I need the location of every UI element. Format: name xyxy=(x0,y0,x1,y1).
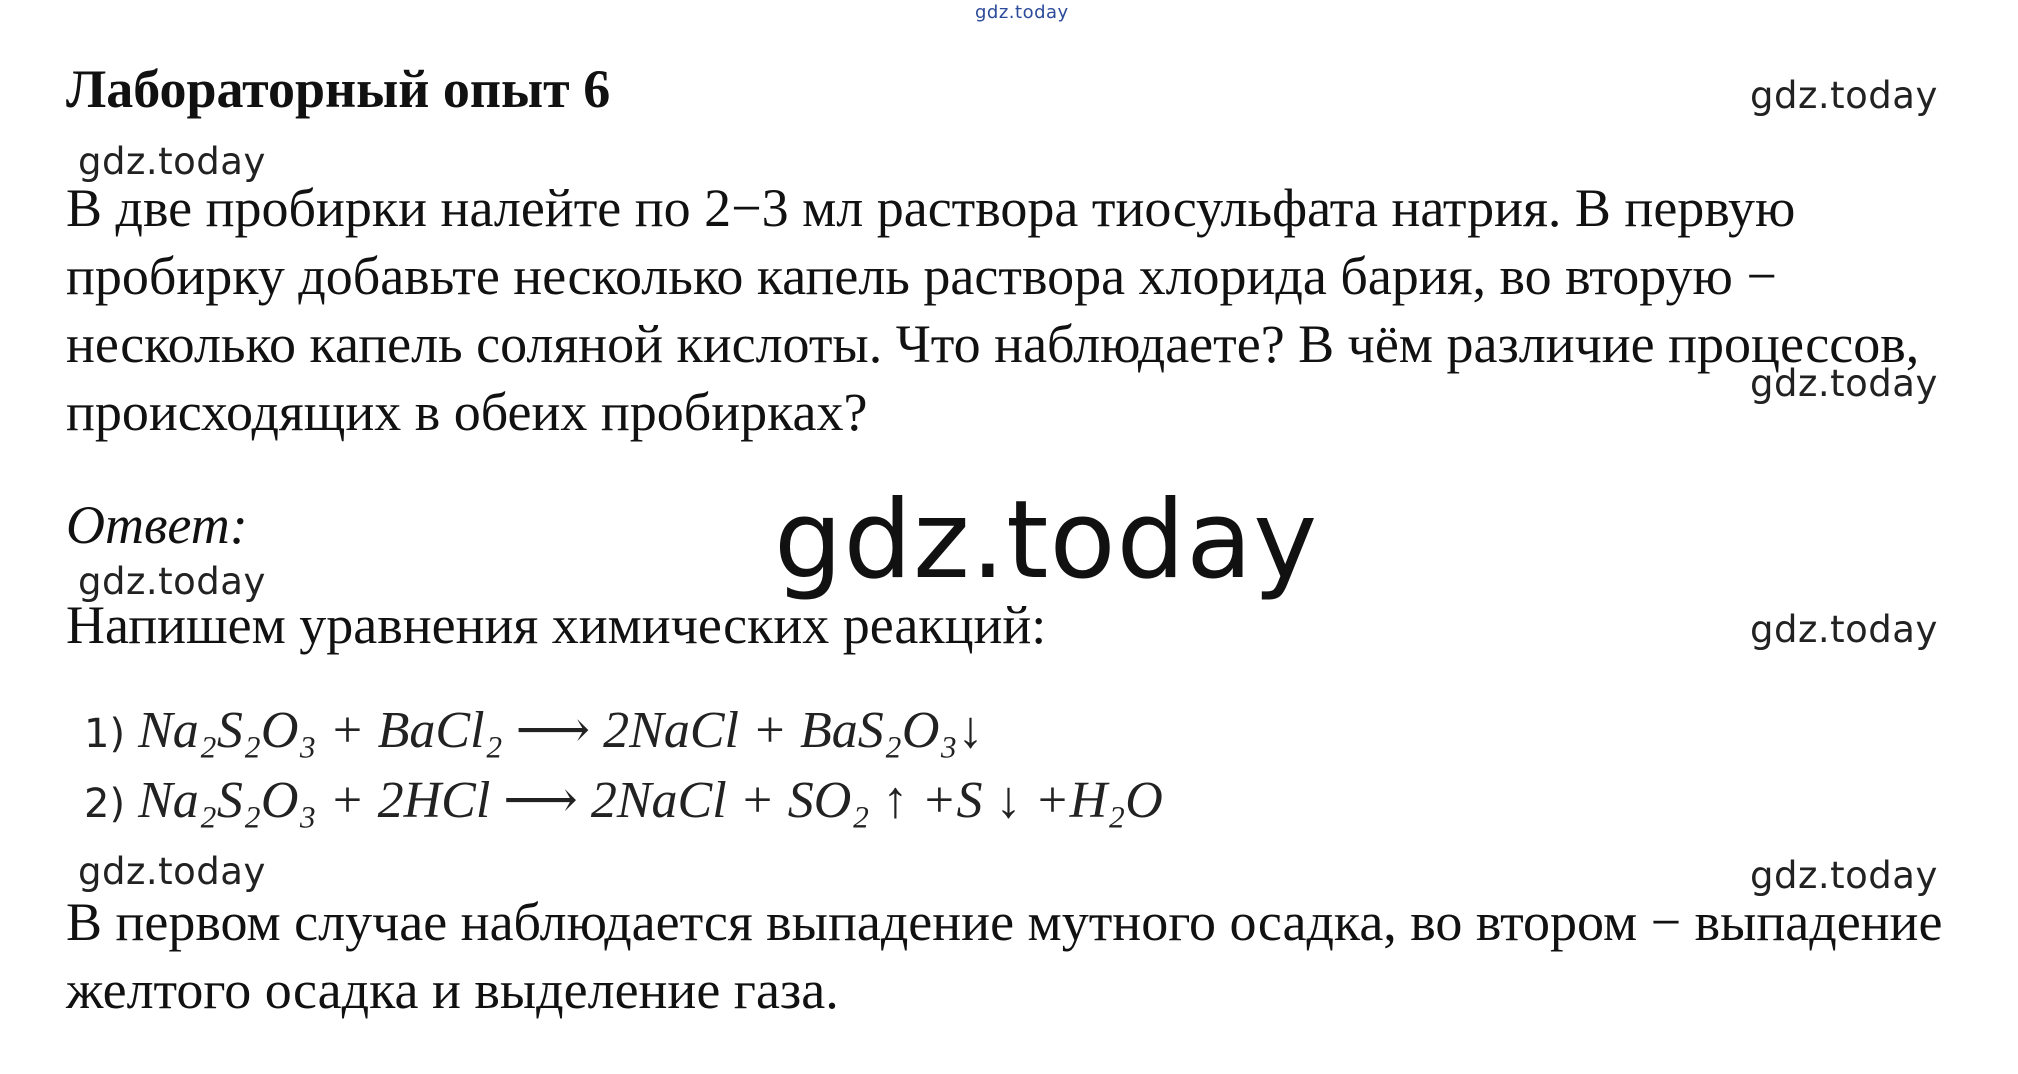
watermark-top: gdz.today xyxy=(975,2,1069,23)
equation-2 xyxy=(84,770,1163,830)
watermark: gdz.today xyxy=(1750,362,1938,405)
watermark: gdz.today xyxy=(1750,854,1938,897)
watermark: gdz.today xyxy=(1750,74,1938,117)
equation-1 xyxy=(84,700,984,760)
equation-text: Na₂S₂O₃ + BaCl₂ ⟶ 2NaCl + BaS₂O₃↓ xyxy=(138,702,984,759)
equations-intro: Напишем уравнения химических реакций: xyxy=(66,595,1047,655)
conclusion-text: В первом случае наблюдается выпадение мутного осадка, во втором − выпадение желтого осадка и выделение газа. xyxy=(66,892,1943,1020)
answer-label: Ответ: xyxy=(66,495,248,555)
watermark: gdz.today xyxy=(78,560,266,603)
watermark: gdz.today xyxy=(78,140,266,183)
task-text: В две пробирки налейте по 2−3 мл раствора тиосульфата натрия. В первую пробирку добавьте несколько капель раствора хлорида бария, во вторую − несколько капель соляной кислоты. Что наблюдаете? В чём различие процессов, происходящих в обеих пробирках? xyxy=(66,178,1920,442)
watermark-large: gdz.today xyxy=(774,478,1319,603)
watermark: gdz.today xyxy=(1750,608,1938,651)
page-title: Лабораторный опыт 6 xyxy=(66,59,611,119)
equation-text: Na₂S₂O₃ + 2HCl ⟶ 2NaCl + SO₂ ↑ +S ↓ +H₂O xyxy=(138,772,1163,829)
equation-number: 1) xyxy=(84,711,126,757)
equation-number: 2) xyxy=(84,781,126,827)
watermark: gdz.today xyxy=(78,850,266,893)
